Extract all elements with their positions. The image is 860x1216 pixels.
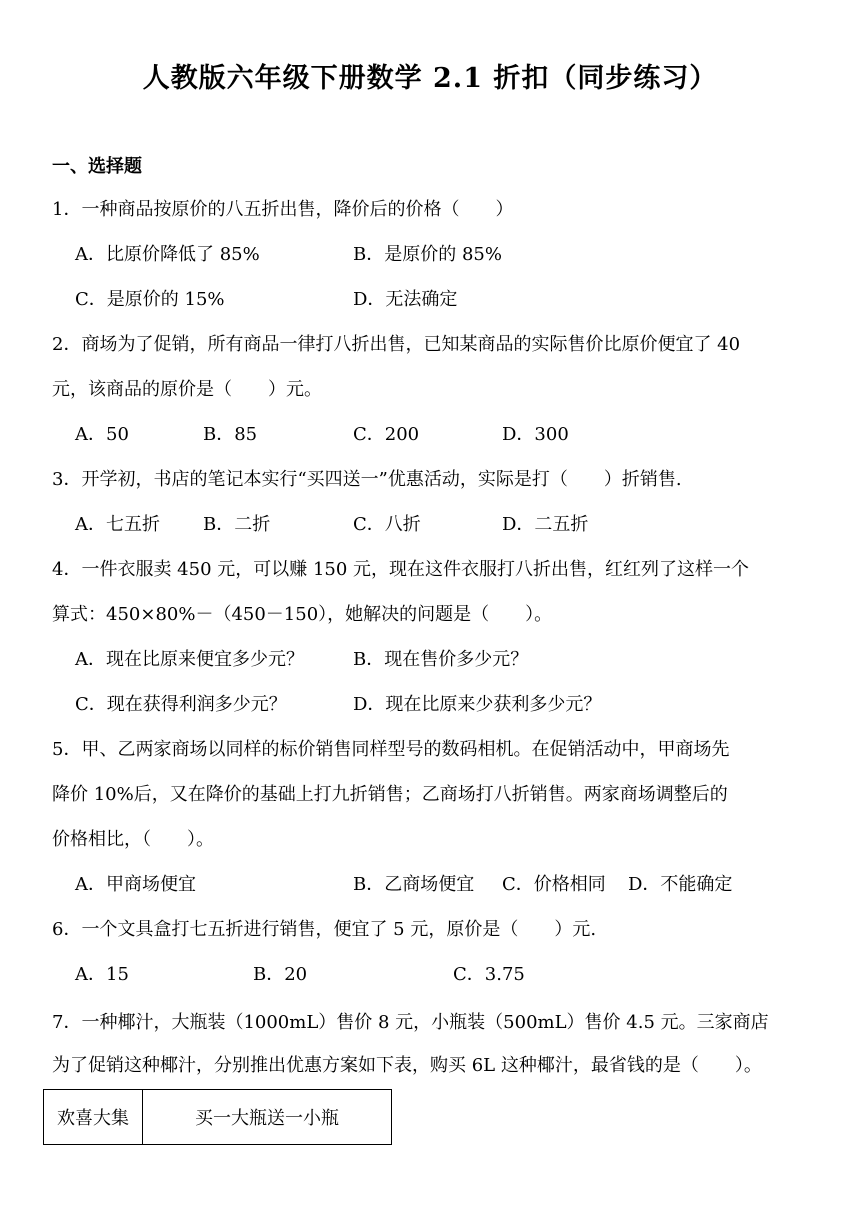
question-2-line-2: 元，该商品的原价是（ ）元。 (52, 379, 322, 400)
document-title: 人教版六年级下册数学 2.1 折扣（同步练习） (142, 63, 718, 94)
question-6-line-1: 6．一个文具盒打七五折进行销售，便宜了 5 元，原价是（ ）元. (52, 919, 597, 940)
question-1-option-a: A．比原价降低了 85% (75, 244, 260, 265)
question-5-line-2: 降价 10%后，又在降价的基础上打九折销售；乙商场打八折销售。两家商场调整后的 (52, 784, 728, 805)
question-5-line-3: 价格相比，（ ）。 (52, 829, 214, 850)
question-5-option-c: C．价格相同 (502, 874, 606, 895)
question-4-option-c: C．现在获得利润多少元？ (75, 694, 287, 715)
question-6-option-c: C．3.75 (453, 964, 525, 985)
question-1-line-1: 1．一种商品按原价的八五折出售，降价后的价格（ ） (52, 199, 514, 220)
question-2-option-b: B．85 (203, 424, 258, 445)
offer-table (43, 1089, 392, 1145)
question-4-line-1: 4．一件衣服卖 450 元，可以赚 150 元，现在这件衣服打八折出售，红红列了这样一个 (52, 559, 750, 580)
question-6-option-b: B．20 (253, 964, 308, 985)
question-3-line-1: 3．开学初，书店的笔记本实行“买四送一”优惠活动，实际是打（ ）折销售. (52, 469, 682, 490)
question-3-option-d: D．二五折 (502, 514, 589, 535)
question-1-option-b: B．是原价的 85% (353, 244, 502, 265)
question-6-option-a: A．15 (75, 964, 129, 985)
question-1-option-d: D．无法确定 (353, 289, 458, 310)
section-heading: 一、选择题 (52, 156, 142, 177)
question-5-option-a: A．甲商场便宜 (75, 874, 196, 895)
question-4-option-a: A．现在比原来便宜多少元？ (75, 649, 304, 670)
question-2-option-a: A．50 (75, 424, 129, 445)
question-2-line-1: 2．商场为了促销，所有商品一律打八折出售，已知某商品的实际售价比原价便宜了 40 (52, 334, 741, 355)
question-7-line-2: 为了促销这种椰汁，分别推出优惠方案如下表，购买 6L 这种椰汁，最省钱的是（ ）。 (52, 1055, 762, 1076)
question-1-option-c: C．是原价的 15% (75, 289, 225, 310)
question-3-option-a: A．七五折 (75, 514, 160, 535)
question-4-option-b: B．现在售价多少元？ (353, 649, 529, 670)
question-2-option-d: D．300 (502, 424, 569, 445)
question-3-option-b: B．二折 (203, 514, 271, 535)
question-5-option-b: B．乙商场便宜 (353, 874, 475, 895)
offer-plan-cell: 买一大瓶送一小瓶 (143, 1090, 392, 1145)
question-5-line-1: 5．甲、乙两家商场以同样的标价销售同样型号的数码相机。在促销活动中，甲商场先 (52, 739, 730, 760)
question-2-option-c: C．200 (353, 424, 420, 445)
question-5-option-d: D．不能确定 (628, 874, 733, 895)
question-4-line-2: 算式：450×80%－（450－150），她解决的问题是（ ）。 (52, 604, 553, 625)
question-7-line-1: 7．一种椰汁，大瓶装（1000mL）售价 8 元，小瓶装（500mL）售价 4.5 元。三家商店 (52, 1012, 769, 1033)
question-4-option-d: D．现在比原来少获利多少元？ (353, 694, 602, 715)
question-3-option-c: C．八折 (353, 514, 421, 535)
store-name-cell: 欢喜大集 (44, 1090, 143, 1145)
table-row (44, 1090, 392, 1145)
